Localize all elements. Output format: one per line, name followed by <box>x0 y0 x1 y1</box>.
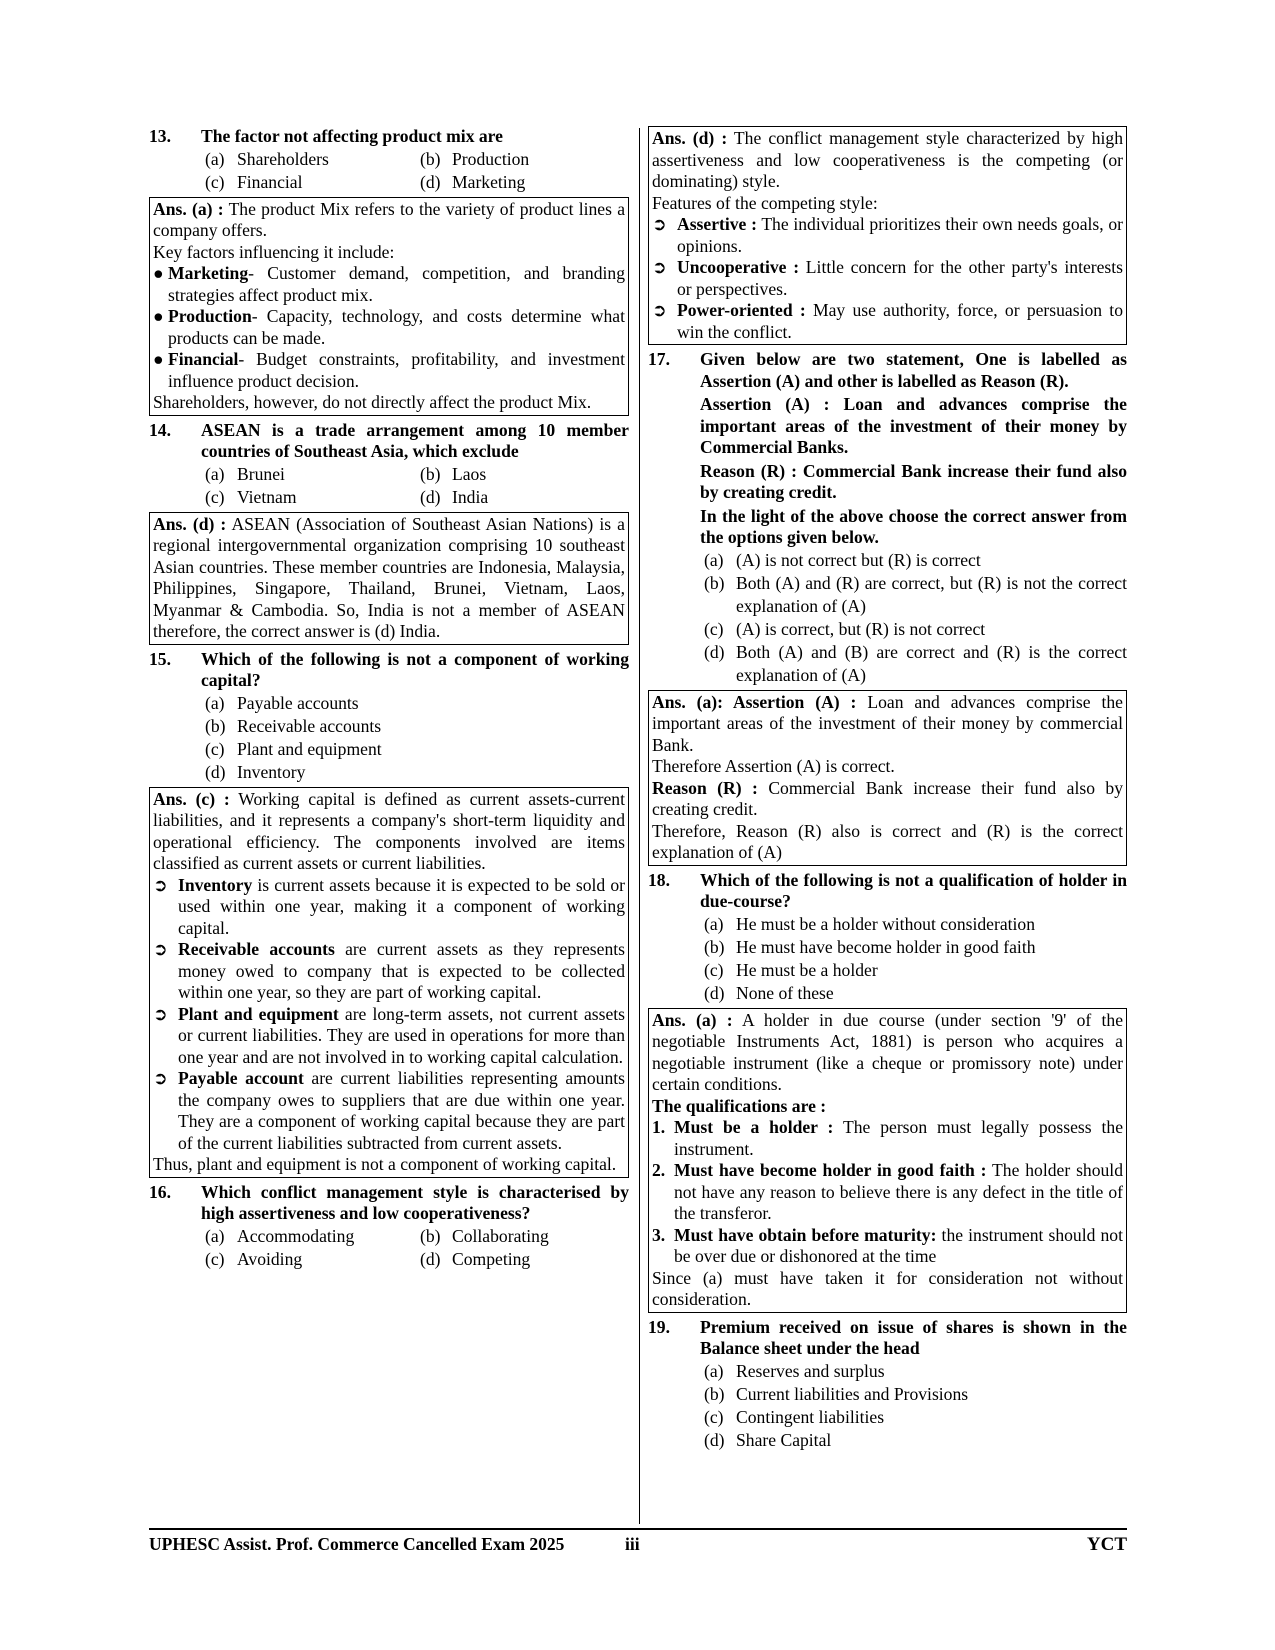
answer-box-13: Ans. (a) : The product Mix refers to the variety of product lines a company offers. Key factors influencing it include: ● Marketing- Customer demand, competition, and branding strategies affect product mix. ● Production- Capacity, technology, and costs determine what products can be made. ● Financial- Budget constraints, profitability, and investment influence product decision. Shareholders, however, do not directly affect the product Mix. <box>149 197 629 416</box>
instruction: In the light of the above choose the correct answer from the options given below. <box>700 505 1127 547</box>
arrow-bullet-icon: ➲ <box>652 214 667 234</box>
question-17 <box>648 349 1127 549</box>
arrow-bullet-icon: ➲ <box>153 874 168 895</box>
question-text: ASEAN is a trade arrangement among 10 member countries of Southeast Asia, which exclude <box>201 419 629 461</box>
option-b: (b) Both (A) and (R) are correct, but (R) is not the correct explanation of (A) <box>704 572 1127 616</box>
options-18 <box>704 913 1127 1005</box>
option-c: (c) Financial <box>205 171 303 192</box>
options-19 <box>704 1360 1127 1452</box>
question-text: The factor not affecting product mix are <box>201 126 503 146</box>
options-13 <box>205 148 629 194</box>
question-number: 17. <box>648 349 670 369</box>
bullet-icon: ● <box>153 349 164 369</box>
question-number: 18. <box>648 869 670 890</box>
option-b: (b) Collaborating <box>420 1225 549 1246</box>
arrow-bullet-icon: ➲ <box>153 939 168 959</box>
option-c: (c) Vietnam <box>205 486 297 507</box>
footer-title: UPHESC Assist. Prof. Commerce Cancelled Exam 2025 <box>149 1534 565 1554</box>
question-number: 15. <box>149 648 171 669</box>
bullet-icon: ● <box>153 306 164 326</box>
arrow-bullet-icon: ➲ <box>153 1068 168 1088</box>
option-c: (c) Contingent liabilities <box>704 1406 885 1427</box>
arrow-bullet-icon: ➲ <box>153 1003 168 1024</box>
footer-rule <box>149 1528 1127 1530</box>
option-d: (d) Marketing <box>420 171 526 192</box>
question-13 <box>149 126 629 148</box>
option-b: (b) Current liabilities and Provisions <box>704 1383 969 1404</box>
option-a: (a) Brunei <box>205 463 285 484</box>
answer-box-16: Ans. (d) : The conflict management style characterized by high assertiveness and low cooperativeness is the competing (or dominating) style. Features of the competing style: ➲ Assertive : The individual prioritizes their own needs goals, or opinions. ➲ Uncooperative : Little concern for the other party's interests or perspectives. ➲ Power-oriented : May use authority, force, or persuasion to win the conflict. <box>648 126 1127 345</box>
list-item: 2. Must have become holder in good faith : The holder should not have any reason to believe there is any defect in the title of the transferor. <box>652 1160 1123 1223</box>
list-item: 3. Must have obtain before maturity: the instrument should not be over due or dishonored at the time <box>652 1224 1123 1266</box>
question-19 <box>648 1317 1127 1360</box>
reason: Reason (R) : Commercial Bank increase their fund also by creating credit. <box>700 460 1127 502</box>
answer-box-15: Ans. (c) : Working capital is defined as current assets-current liabilities, and it represents a company's short-term liquidity and operational efficiency. The components involved are items classified as current assets or current liabilities. ➲ Inventory is current assets because it is expected to be sold or used within one year, making it a component of working capital. ➲ Receivable accounts are current assets as they represents money owed to company that is expected to be collected within one year, so they are part of working capital. ➲ Plant and equipment are long-term assets, not current assets or current liabilities. They are used in operations for more than one year and are not involved in to working capital calculation. ➲ Payable account are current liabilities representing amounts the company owes to suppliers that are due within one year. They are a component of working capital because they are part of the current liabilities subtracted from current assets. Thus, plant and equipment is not a component of working capital. <box>149 787 629 1178</box>
option-c: (c) (A) is correct, but (R) is not correct <box>704 618 986 639</box>
publisher-mark: YCT <box>1086 1534 1127 1555</box>
question-14 <box>149 420 629 463</box>
option-d: (d) Share Capital <box>704 1429 832 1450</box>
question-number: 16. <box>149 1181 171 1202</box>
answer-label: Ans. (c) : <box>153 788 230 809</box>
list-item: ● Production- Capacity, technology, and costs determine what products can be made. <box>153 306 625 348</box>
answer-label: Ans. (d) : <box>153 513 227 534</box>
question-number: 14. <box>149 419 171 440</box>
list-item: ➲ Uncooperative : Little concern for the other party's interests or perspectives. <box>652 257 1124 299</box>
answer-box-18: Ans. (a) : A holder in due course (under section '9' of the negotiable Instruments Act, 1881) is person who acquires a negotiable instrument (like a cheque or promissory note) under certain conditions. The qualifications are : 1. Must be a holder : The person must legally possess the instrument. 2. Must have become holder in good faith : The holder should not have any reason to believe there is any defect in the title of the transferor. 3. Must have obtain before maturity: the instrument should not be over due or dishonored at the time Since (a) must have taken it for consideration not without consideration. <box>648 1008 1127 1313</box>
answer-label: Ans. (d) : <box>652 128 728 148</box>
options-17 <box>704 549 1127 687</box>
list-item: ➲ Power-oriented : May use authority, force, or persuasion to win the conflict. <box>652 300 1123 342</box>
list-item: ➲ Receivable accounts are current assets as they represents money owed to company that is expected to be collected within one year, so they are part of working capital. <box>153 939 625 1002</box>
list-item: ● Marketing- Customer demand, competition, and branding strategies affect product mix. <box>153 263 625 305</box>
left-column <box>149 126 629 1271</box>
question-number: 13. <box>149 126 171 146</box>
option-a: (a) Accommodating <box>205 1225 355 1246</box>
question-text: Which of the following is not a component of working capital? <box>201 648 629 690</box>
option-a: (a) Payable accounts <box>205 692 359 713</box>
option-b: (b) Production <box>420 148 530 169</box>
option-c: (c) He must be a holder <box>704 959 878 980</box>
option-d: (d) Both (A) and (B) are correct and (R) is the correct explanation of (A) <box>704 641 1127 685</box>
options-14 <box>205 463 629 509</box>
option-b: (b) He must have become holder in good faith <box>704 936 1036 957</box>
list-item: ➲ Assertive : The individual prioritizes their own needs goals, or opinions. <box>652 214 1123 256</box>
question-text: Which conflict management style is characterised by high assertiveness and low cooperativeness? <box>201 1181 629 1223</box>
question-text: Premium received on issue of shares is shown in the Balance sheet under the head <box>700 1316 1127 1358</box>
question-text: Which of the following is not a qualification of holder in due-course? <box>700 869 1127 911</box>
option-b: (b) Receivable accounts <box>205 715 382 736</box>
option-d: (d) Inventory <box>205 761 306 782</box>
question-text: Given below are two statement, One is labelled as Assertion (A) and other is labelled as Reason (R). Assertion (A) : Loan and advances comprise the important areas of the investment of their money by Commercial Banks. Reason (R) : Commercial Bank increase their fund also by creating credit. In the light of the above choose the correct answer from the options given below. <box>700 349 1127 547</box>
list-item: 1. Must be a holder : The person must legally possess the instrument. <box>652 1117 1123 1159</box>
options-15 <box>205 692 629 784</box>
list-item: ➲ Plant and equipment are long-term assets, not current assets or current liabilities. They are used in operations for more than one year and are not involved in to working capital calculation. <box>153 1003 625 1067</box>
option-d: (d) Competing <box>420 1248 531 1269</box>
answer-box-14: Ans. (d) : ASEAN (Association of Southeast Asian Nations) is a regional intergovernmental organization comprising 10 southeast Asian countries. These member countries are Indonesia, Malaysia, Philippines, Singapore, Thailand, Brunei, Vietnam, Laos, Myanmar & Cambodia. So, India is not a member of ASEAN therefore, the correct answer is (d) India. <box>149 512 629 645</box>
answer-label: Ans. (a) : <box>153 198 224 219</box>
option-c: (c) Avoiding <box>205 1248 303 1269</box>
question-18 <box>648 870 1127 913</box>
arrow-bullet-icon: ➲ <box>652 257 667 277</box>
answer-label: Ans. (a): Assertion (A) : <box>652 691 857 712</box>
option-d: (d) None of these <box>704 982 834 1003</box>
list-item: ➲ Inventory is current assets because it is expected to be sold or used within one year, making it a component of working capital. <box>153 874 625 938</box>
list-item: ● Financial- Budget constraints, profitability, and investment influence product decision. <box>153 349 625 391</box>
page-number: iii <box>625 1534 640 1554</box>
option-a: (a) (A) is not correct but (R) is correct <box>704 549 981 570</box>
answer-box-17: Ans. (a): Assertion (A) : Loan and advances comprise the important areas of the investment of their money by commercial Bank. Therefore Assertion (A) is correct. Reason (R) : Commercial Bank increase their fund also by creating credit. Therefore, Reason (R) also is correct and (R) is the correct explanation of (A) <box>648 690 1127 866</box>
option-a: (a) Reserves and surplus <box>704 1360 885 1381</box>
option-a: (a) Shareholders <box>205 148 329 169</box>
option-d: (d) India <box>420 486 489 507</box>
question-15 <box>149 649 629 692</box>
bullet-icon: ● <box>153 263 164 283</box>
option-c: (c) Plant and equipment <box>205 738 382 759</box>
options-16 <box>205 1225 629 1271</box>
question-16 <box>149 1182 629 1225</box>
column-divider <box>639 128 640 1524</box>
option-a: (a) He must be a holder without consideration <box>704 913 1036 934</box>
option-b: (b) Laos <box>420 463 487 484</box>
right-column <box>648 126 1127 1452</box>
question-number: 19. <box>648 1316 670 1337</box>
list-item: ➲ Payable account are current liabilities representing amounts the company owes to suppliers that are due within one year. They are a component of working capital because they are part of the current liabilities subtracted from current assets. <box>153 1068 625 1153</box>
answer-label: Ans. (a) : <box>652 1009 733 1030</box>
assertion: Assertion (A) : Loan and advances comprise the important areas of the investment of their money by Commercial Banks. <box>700 394 1127 457</box>
arrow-bullet-icon: ➲ <box>652 300 667 320</box>
